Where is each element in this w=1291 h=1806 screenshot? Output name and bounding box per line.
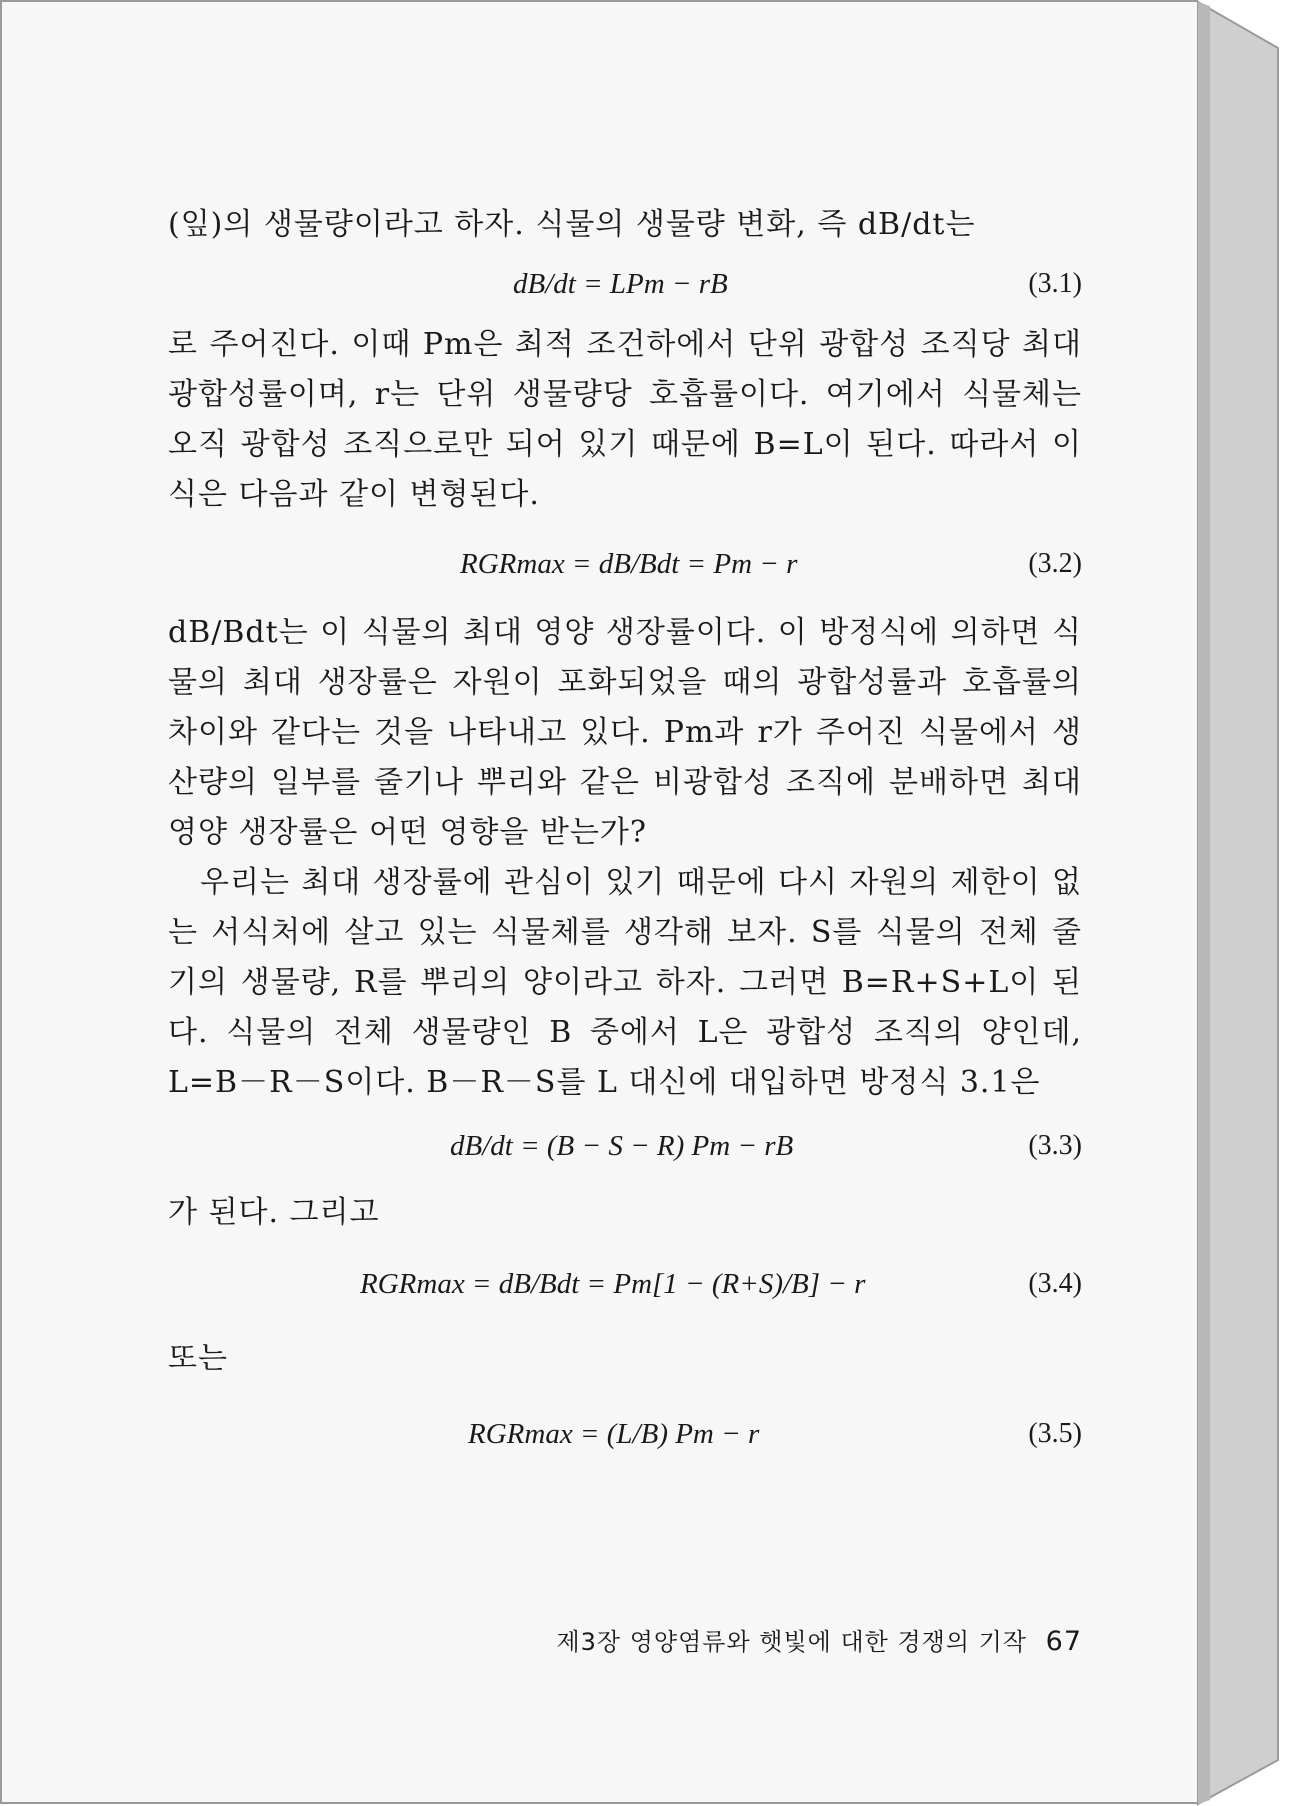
equation-formula: dB/dt = (B − S − R) Pm − rB	[450, 1130, 794, 1162]
equation-3-4	[168, 1238, 1082, 1334]
equation-3-5	[168, 1384, 1082, 1480]
paragraph-1: (잎)의 생물량이라고 하자. 식물의 생물량 변화, 즉 dB/dt는	[168, 207, 976, 242]
equation-formula: RGRmax = dB/Bdt = Pm[1 − (R+S)/B] − r	[360, 1268, 866, 1300]
equation-formula: dB/dt = LPm − rB	[513, 268, 728, 300]
paragraph-2: 로 주어진다. 이때 Pm은 최적 조건하에서 단위 광합성 조직당 최대 광합성률이며, r는 단위 생물량당 호흡률이다. 여기에서 식물체는 오직 광합성 조직으로만 되어 있기 때문에 B=L이 된다. 따라서 이 식은 다음과 같이 변형된다.	[168, 327, 1082, 512]
paragraph-6: 또는	[168, 1341, 228, 1376]
equation-formula: RGRmax = (L/B) Pm − r	[468, 1418, 760, 1450]
equation-3-2	[168, 520, 1082, 608]
equation-number: (3.4)	[1028, 1268, 1082, 1299]
equation-number: (3.5)	[1028, 1418, 1082, 1449]
equation-number: (3.3)	[1028, 1130, 1082, 1161]
paragraph-4: 우리는 최대 생장률에 관심이 있기 때문에 다시 자원의 제한이 없는 서식처에 살고 있는 식물체를 생각해 보자. S를 식물의 전체 줄기의 생물량, R를 뿌리의 양이라고 하자. 그러면 B=R+S+L이 된다. 식물의 전체 생물량인 B 중에서 L은 광합성 조직의 양인데, L=B－R－S이다. B－R－S를 L 대신에 대입하면 방정식 3.1은	[168, 865, 1082, 1100]
equation-number: (3.2)	[1028, 548, 1082, 579]
equation-formula: RGRmax = dB/Bdt = Pm − r	[460, 548, 798, 580]
equation-number: (3.1)	[1028, 268, 1082, 299]
paragraph-3: dB/Bdt는 이 식물의 최대 영양 생장률이다. 이 방정식에 의하면 식물의 최대 생장률은 자원이 포화되었을 때의 광합성률과 호흡률의 차이와 같다는 것을 나타내고 있다. Pm과 r가 주어진 식물에서 생산량의 일부를 줄기나 뿌리와 같은 비광합성 조직에 분배하면 최대 영양 생장률은 어떤 영향을 받는가?	[168, 615, 1082, 850]
equation-3-3	[168, 1108, 1082, 1188]
page-content	[168, 200, 1082, 1480]
running-footer	[510, 1622, 1082, 1657]
equation-3-1	[168, 250, 1082, 320]
chapter-title: 제3장 영양염류와 햇빛에 대한 경쟁의 기작	[556, 1628, 1027, 1656]
paragraph-5: 가 된다. 그리고	[168, 1195, 380, 1230]
page-number: 67	[1045, 1626, 1082, 1657]
